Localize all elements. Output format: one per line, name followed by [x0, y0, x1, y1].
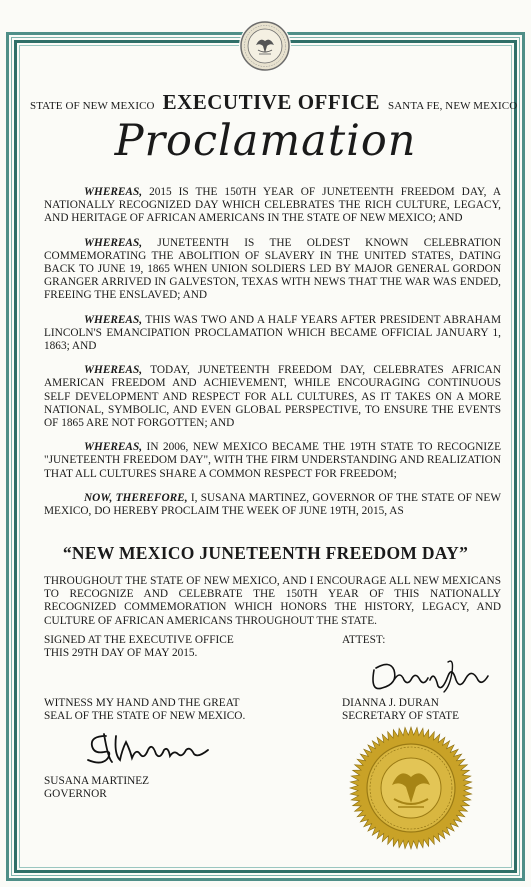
proclamation-heading: Proclamation: [114, 116, 417, 166]
header-office: EXECUTIVE OFFICE: [162, 90, 381, 114]
governor-title: GOVERNOR: [44, 788, 107, 801]
secretary-name: DIANNA J. DURAN: [342, 697, 439, 709]
attest-label: ATTEST:: [342, 634, 386, 646]
header-city: SANTA FE, NEW MEXICO: [388, 100, 518, 112]
witness-block: WITNESS MY HAND AND THE GREAT SEAL OF THE STATE OF NEW MEXICO.: [44, 697, 246, 723]
governor-name: SUSANA MARTINEZ: [44, 775, 150, 787]
governor-signature: [86, 728, 216, 773]
whereas-paragraph: WHEREAS, TODAY, JUNETEENTH FREEDOM DAY, CELEBRATES AFRICAN AMERICAN FREEDOM AND ACHIEVEMENT, WHILE ENCOURAGING CONTINUOUS SELF DEVELOPMENT AND RESPECT FOR ALL CULTURES, AS IT TAKES ON A MORE NATIONAL, SYMBOLIC, AND EVEN GLOBAL PERSPECTIVE, TO ENSURE THE EVENTS OF 1865 ARE NOT FORGOTTEN; AND: [44, 364, 501, 430]
whereas-paragraph: WHEREAS, IN 2006, NEW MEXICO BECAME THE 19TH STATE TO RECOGNIZE "JUNETEENTH FREEDOM DAY", WITH THE FIRM UNDERSTANDING AND REALIZATION THAT ALL CULTURES SHARE A COMMON RESPECT FOR FREEDOM;: [44, 441, 501, 480]
signature-martinez-icon: [86, 728, 216, 768]
therefore-paragraph: NOW, THEREFORE, I, SUSANA MARTINEZ, GOVERNOR OF THE STATE OF NEW MEXICO, DO HEREBY PROCLAIM THE WEEK OF JUNE 19TH, 2015, AS: [44, 491, 501, 518]
state-seal-top: [239, 20, 291, 72]
header-state: STATE OF NEW MEXICO: [30, 100, 155, 112]
whereas-paragraph: WHEREAS, THIS WAS TWO AND A HALF YEARS AFTER PRESIDENT ABRAHAM LINCOLN'S EMANCIPATION PROCLAMATION WHICH BECAME OFFICIAL JANUARY 1, 1863; AND: [44, 313, 501, 353]
signed-block: SIGNED AT THE EXECUTIVE OFFICE THIS 29TH DAY OF MAY 2015.: [44, 634, 234, 660]
proclaimed-day-title: “NEW MEXICO JUNETEENTH FREEDOM DAY”: [62, 543, 469, 563]
secretary-signature: [368, 656, 493, 703]
state-seal-icon: [239, 20, 291, 72]
whereas-clauses: [44, 186, 501, 529]
letterhead: [30, 90, 518, 115]
secretary-block: [342, 697, 459, 723]
closing-paragraph: THROUGHOUT THE STATE OF NEW MEXICO, AND I ENCOURAGE ALL NEW MEXICANS TO RECOGNIZE AND CELEBRATE THE 150TH YEAR OF THIS NATIONALLY RECOGNIZED COMMEMORATION WHICH HONORS THE HISTORY, LEGACY, AND CULTURE OF AFRICAN AMERICANS THROUGHOUT THE STATE.: [44, 575, 501, 627]
gold-seal: [348, 725, 474, 856]
great-seal-icon: [348, 725, 474, 851]
signature-duran-icon: [368, 656, 493, 698]
governor-block: [44, 775, 149, 801]
whereas-paragraph: WHEREAS, 2015 IS THE 150TH YEAR OF JUNETEENTH FREEDOM DAY, A NATIONALLY RECOGNIZED DAY WHICH CELEBRATES THE RICH CULTURE, LEGACY, AND HERITAGE OF AFRICAN AMERICANS IN THE STATE OF NEW MEXICO; AND: [44, 186, 501, 225]
whereas-paragraph: WHEREAS, JUNETEENTH IS THE OLDEST KNOWN CELEBRATION COMMEMORATING THE ABOLITION OF SLAVERY IN THE UNITED STATES, DATING BACK TO JUNE 19, 1865 WHEN UNION SOLDIERS LED BY MAJOR GENERAL GORDON GRANGER ARRIVED IN GALVESTON, TEXAS WITH NEWS THAT THE WAR WAS ENDED, FREEING THE ENSLAVED; AND: [44, 236, 501, 302]
secretary-title: SECRETARY OF STATE: [342, 710, 460, 723]
